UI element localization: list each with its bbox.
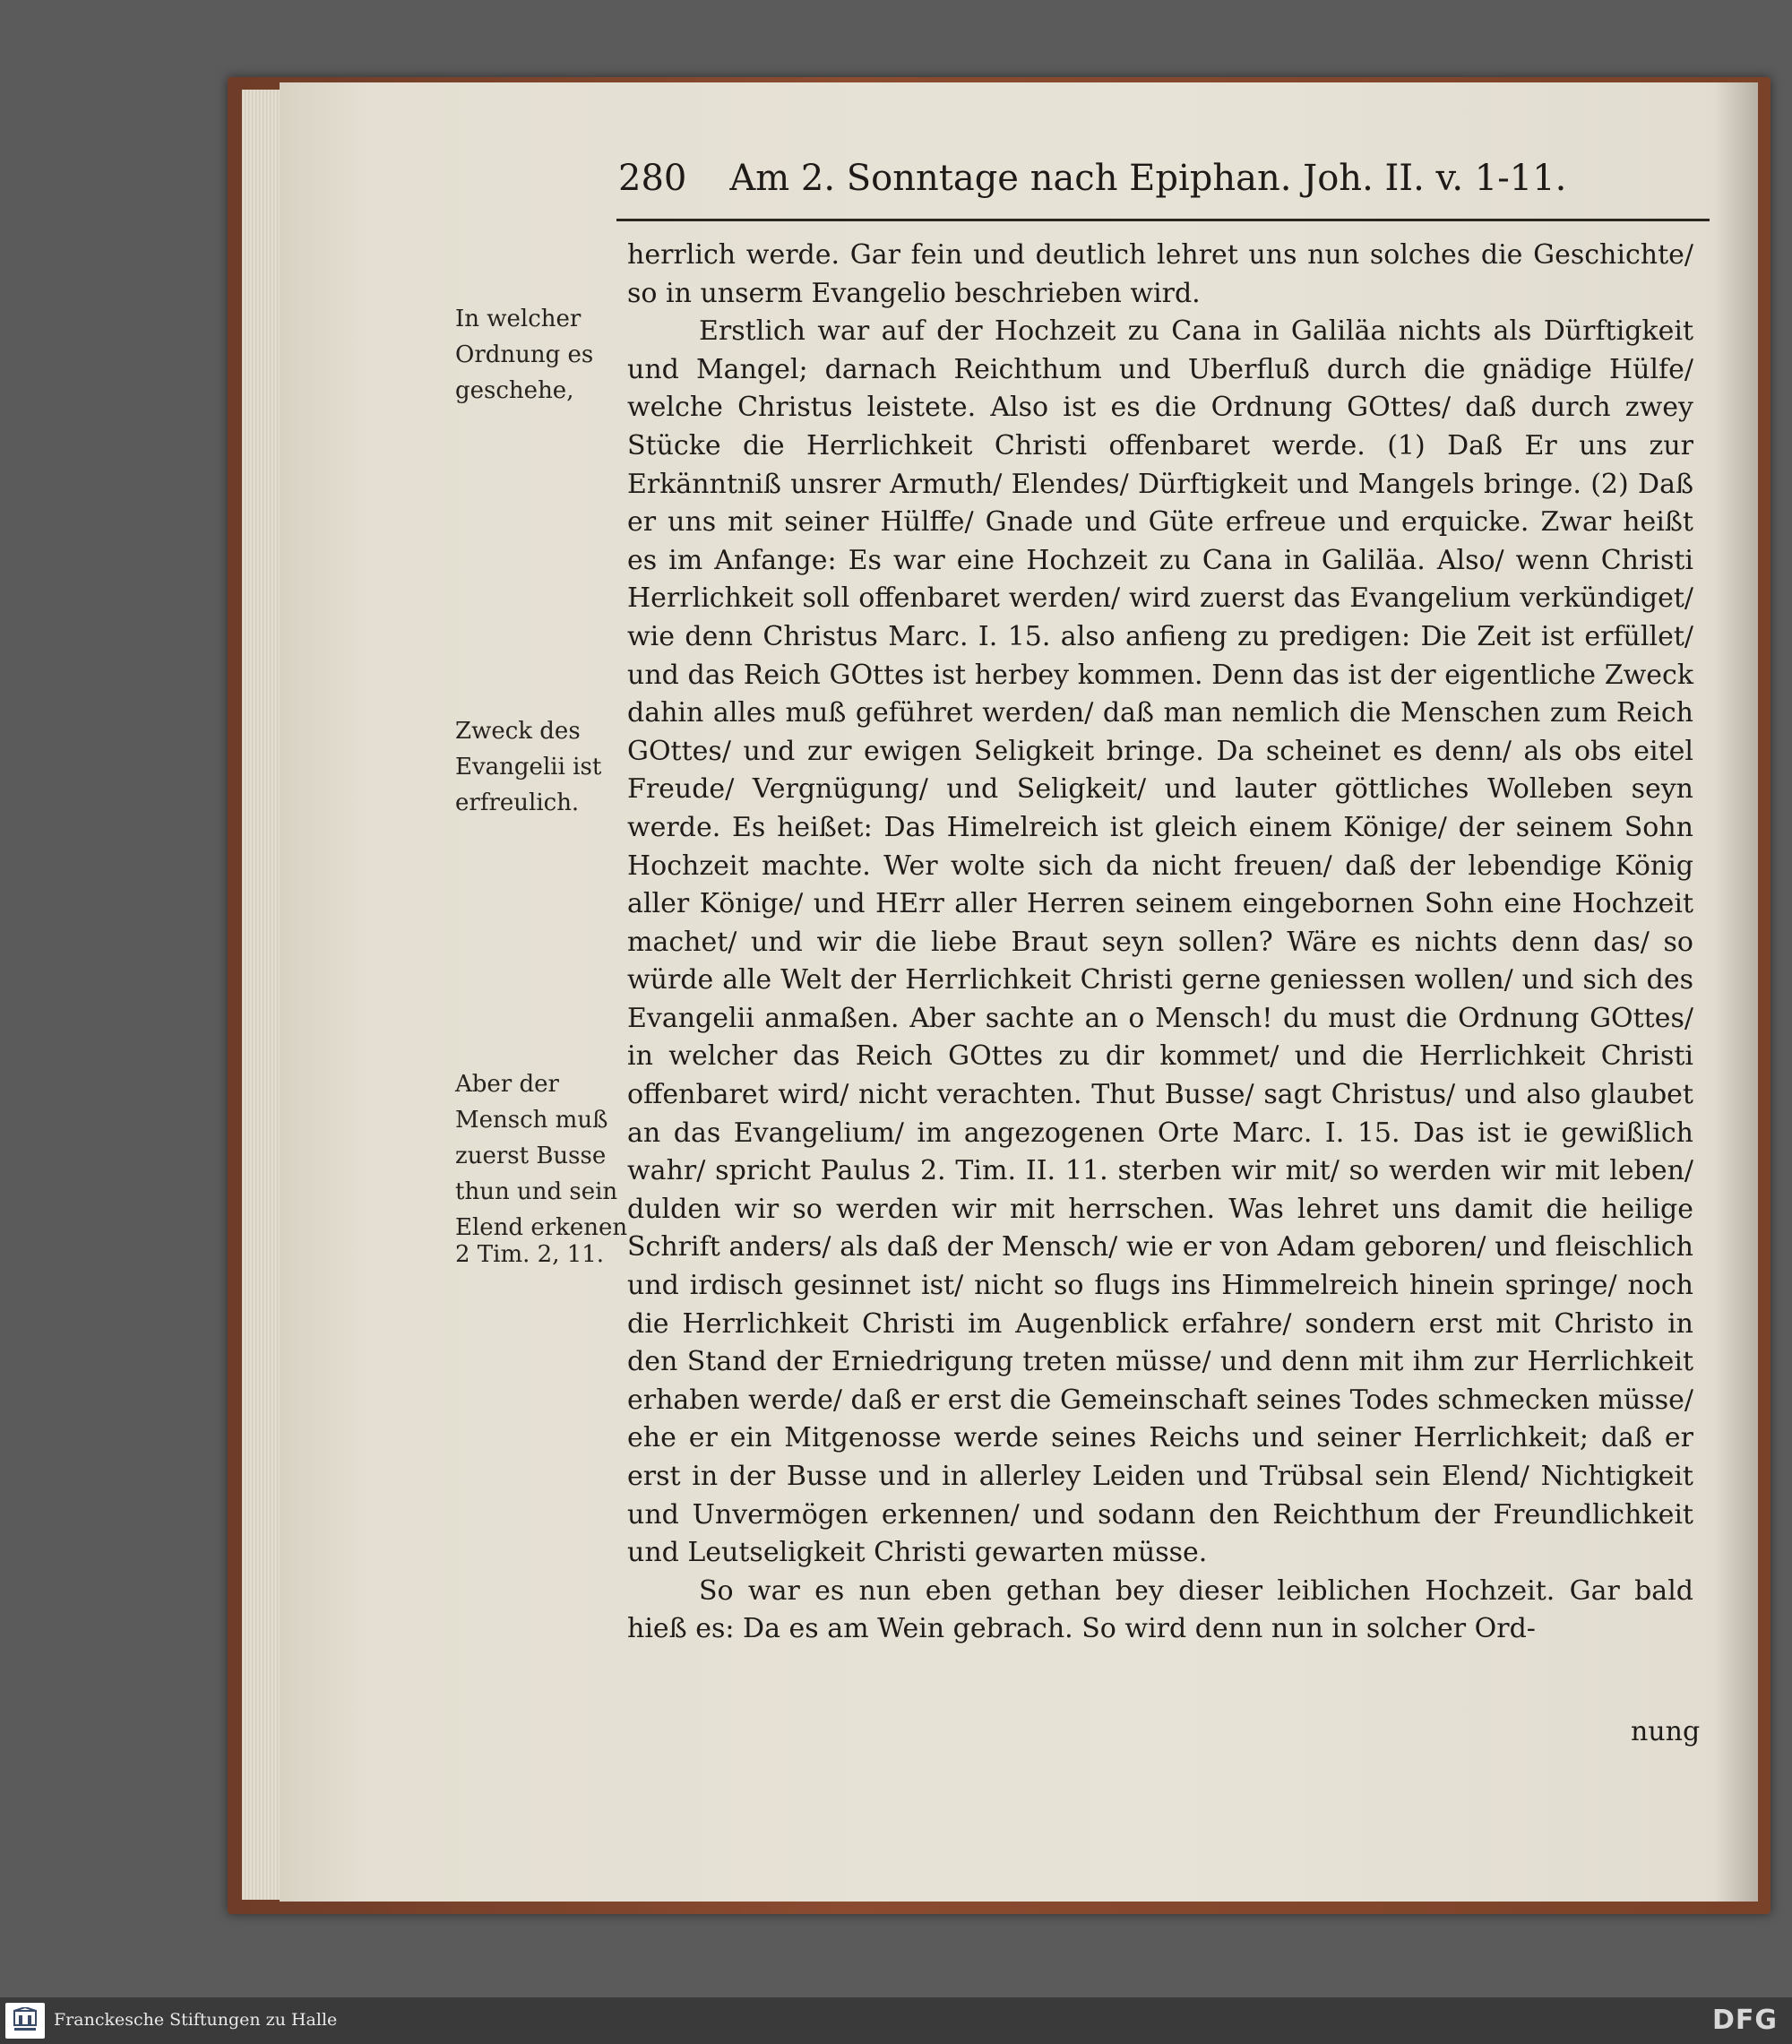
marginal-note-order: In welcher Ordnung es geschehe, bbox=[455, 306, 594, 404]
paragraph-continuation: herrlich werde. Gar fein und deutlich lehret uns nun solches die Geschichte/ so in unserm Evangelio beschrieben wird. bbox=[627, 239, 1693, 309]
viewer-footer bbox=[0, 1997, 1792, 2044]
paragraph-final: So war es nun eben gethan bey dieser leiblichen Hochzeit. Gar bald hieß es: Da es am Wein gebrach. So wird denn nun in solcher Ord- bbox=[627, 1574, 1693, 1645]
page-gutter-shadow bbox=[1713, 82, 1758, 1902]
marginal-note-repentance: Aber der Mensch muß zuerst Busse thun und sein Elend erkenen bbox=[455, 1071, 628, 1241]
page-header bbox=[618, 158, 1702, 211]
catchword: nung bbox=[1631, 1716, 1701, 1747]
running-title: Am 2. Sonntage nach Epiphan. Joh. II. v. 1-11. bbox=[729, 158, 1567, 199]
paragraph-main: Erstlich war auf der Hochzeit zu Cana in Galiläa nichts als Dürftigkeit und Mangel; darnach Reichthum und Uberfluß durch die gnädige Hülfe/ welche Christus leistete. Also ist es die Ordnung GOttes/ daß durch zwey Stücke die Herrlichkeit Christi offenbaret werde. (1) Daß Er uns zur Erkänntniß unsrer Armuth/ Elendes/ Dürftigkeit und Mangels bringe. (2) Daß er uns mit seiner Hülffe/ Gnade und Güte erfreue und erquicke. Zwar heißt es im Anfange: Es war eine Hochzeit zu Cana in Galiläa. Also/ wenn Christi Herrlichkeit soll offenbaret werden/ wird zuerst das Evangelium verkündiget/ wie denn Christus Marc. I. 15. also anfieng zu predigen: Die Zeit ist erfüllet/ und das Reich GOttes ist herbey kommen. Denn das ist der eigentliche Zweck dahin alles muß geführet werden/ daß man nemlich die Menschen zum Reich GOttes/ und zur ewigen Seligkeit bringe. Da scheinet es denn/ als obs eitel Freude/ Vergnügung/ und Seligkeit/ und lauter göttliches Wolleben seyn werde. Es heißet: Das Himelreich ist gleich einem Könige/ der seinem Sohn Hochzeit machte. Wer wolte sich da nicht freuen/ daß der lebendige König aller Könige/ und HErr aller Herren seinem eingebornen Sohn eine Hochzeit machet/ und wir die liebe Braut seyn sollen? Wäre es nichts denn das/ so würde alle Welt der Herrlichkeit Christi gerne geniessen wollen/ und sich des Evangelii anmaßen. Aber sachte an o Mensch! du must die Ordnung GOttes/ in welcher das Reich GOttes zu dir kommet/ und die Herrlichkeit Christi offenbaret wird/ nicht verachten. Thut Busse/ sagt Christus/ und also glaubet an das Evangelium/ im angezogenen Orte Marc. I. 15. Das ist ie gewißlich wahr/ spricht Paulus 2. Tim. II. 11. sterben wir mit/ so werden wir mit leben/ dulden wir so werden wir mit herrschen. Was lehret uns damit die heilige Schrift anders/ als daß der Mensch/ wie er von Adam geboren/ und fleischlich und irdisch gesinnet ist/ nicht so flugs ins Himmelreich hinein springe/ noch die Herrlichkeit Christi im Augenblick erfahre/ sondern erst mit Christo in den Stand der Erniedrigung treten müsse/ und denn mit ihm zur Herrlichkeit erhaben werde/ daß er erst die Gemeinschaft seines Todes schmecken müsse/ ehe er ein Mitgenosse werde seines Reichs und seiner Herrlichkeit; daß er erst in der Busse und in allerley Leiden und Trübsal sein Elend/ Nichtigkeit und Unvermögen erkennen/ und sodann den Reichthum der Freundlichkeit und Leutseligkeit Christi gewarten müsse. bbox=[627, 315, 1694, 1569]
marginal-note-purpose: Zweck des Evangelii ist erfreulich. bbox=[455, 718, 602, 816]
dfg-logo[interactable]: DFG bbox=[1711, 2005, 1778, 2036]
marginal-note-reference: 2 Tim. 2, 11. bbox=[455, 1241, 605, 1268]
institution-name[interactable]: Franckesche Stiftungen zu Halle bbox=[54, 2010, 338, 2030]
main-text bbox=[627, 237, 1693, 1649]
page-number: 280 bbox=[618, 158, 687, 199]
header-rule bbox=[616, 219, 1710, 221]
francke-foundation-logo-icon bbox=[5, 2003, 45, 2039]
